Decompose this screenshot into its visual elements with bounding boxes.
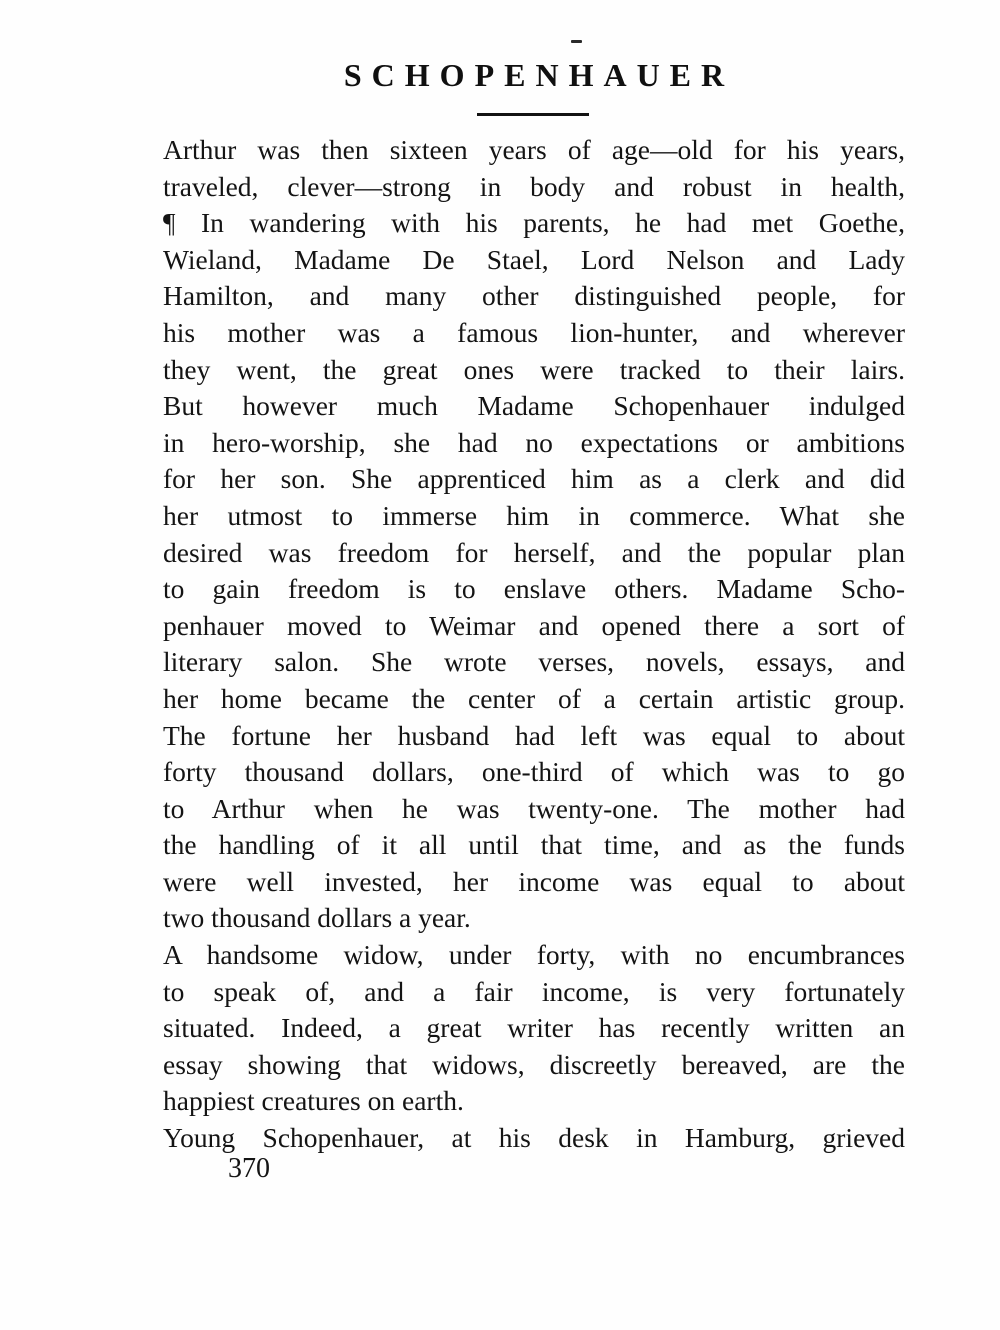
text-line: situated. Indeed, a great writer has recently written an — [163, 1012, 905, 1044]
text-line: to speak of, and a fair income, is very fortunately — [163, 975, 905, 1007]
text-line: were well invested, her income was equal to about — [163, 865, 905, 897]
scan-artifact — [571, 40, 582, 43]
text-line: to Arthur when he was twenty-one. The mother had — [163, 792, 905, 824]
text-line: literary salon. She wrote verses, novels, essays, and — [163, 646, 905, 678]
title-rule — [477, 113, 589, 116]
text-line: traveled, clever—strong in body and robust in health, — [163, 170, 905, 202]
body-text — [163, 132, 905, 1157]
text-line: ¶ In wandering with his parents, he had met Goethe, — [163, 207, 905, 239]
page-title: SCHOPENHAUER — [343, 57, 735, 93]
text-line: her utmost to immerse him in commerce. What she — [163, 499, 905, 531]
text-line: The fortune her husband had left was equal to about — [163, 719, 905, 751]
text-line: forty thousand dollars, one-third of which was to go — [163, 756, 905, 788]
text-line: desired was freedom for herself, and the popular plan — [163, 536, 905, 568]
text-line: Wieland, Madame De Stael, Lord Nelson and Lady — [163, 243, 905, 275]
text-line: penhauer moved to Weimar and opened there a sort of — [163, 609, 905, 641]
page-number: 370 — [228, 1153, 270, 1184]
text-line: essay showing that widows, discreetly bereaved, are the — [163, 1048, 905, 1080]
text-line: for her son. She apprenticed him as a clerk and did — [163, 463, 905, 495]
text-line: to gain freedom is to enslave others. Madame Scho- — [163, 573, 905, 605]
text-line: her home became the center of a certain artistic group. — [163, 682, 905, 714]
text-line: Young Schopenhauer, at his desk in Hamburg, grieved — [163, 1122, 905, 1154]
text-line: Arthur was then sixteen years of age—old for his years, — [163, 134, 905, 165]
text-line: happiest creatures on earth. — [163, 1085, 464, 1117]
text-line: the handling of it all until that time, and as the funds — [163, 829, 905, 861]
text-line: A handsome widow, under forty, with no encumbrances — [163, 939, 905, 971]
text-line: Hamilton, and many other distinguished people, for — [163, 280, 905, 312]
text-line: his mother was a famous lion-hunter, and wherever — [163, 316, 905, 348]
text-line: But however much Madame Schopenhauer indulged — [163, 390, 905, 422]
text-line: they went, the great ones were tracked to their lairs. — [163, 353, 905, 385]
text-line: in hero-worship, she had no expectations or ambitions — [163, 426, 905, 458]
text-line: two thousand dollars a year. — [163, 902, 471, 934]
